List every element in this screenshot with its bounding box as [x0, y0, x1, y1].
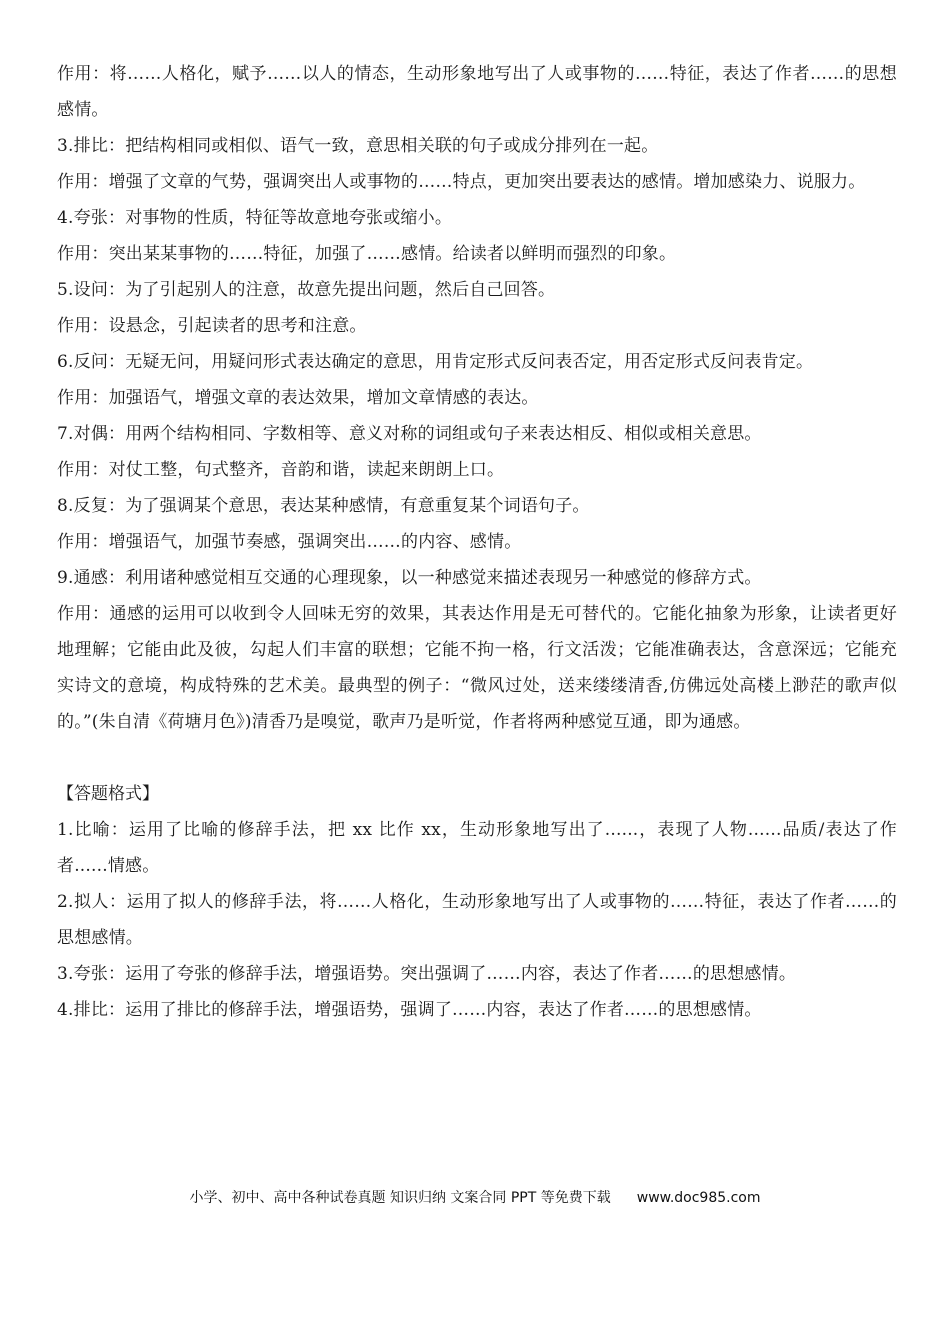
- paragraph: 7.对偶：用两个结构相同、字数相等、意义对称的词组或句子来表达相反、相似或相关意思。: [57, 424, 762, 444]
- answer-item: 1.比喻：运用了比喻的修辞手法，把 xx 比作 xx，生动形象地写出了......，表现了人物......品质/表达了作者......情感。: [57, 820, 897, 876]
- paragraph: 5.设问：为了引起别人的注意，故意先提出问题，然后自己回答。: [57, 280, 556, 300]
- answer-format-heading: 【答题格式】: [57, 784, 159, 804]
- answer-item: 2.拟人：运用了拟人的修辞手法，将……人格化，生动形象地写出了人或事物的……特征，表达了作者……的思想感情。: [57, 892, 897, 948]
- paragraph: 4.夸张：对事物的性质，特征等故意地夸张或缩小。: [57, 208, 453, 228]
- paragraph: 6.反问：无疑无问，用疑问形式表达确定的意思，用肯定形式反问表否定，用否定形式反问表肯定。: [57, 352, 814, 372]
- footer-text: 小学、初中、高中各种试卷真题 知识归纳 文案合同 PPT 等免费下载: [189, 1190, 611, 1206]
- document-body: [57, 56, 897, 1028]
- paragraph: 作用：对仗工整，句式整齐，音韵和谐，读起来朗朗上口。: [57, 460, 505, 480]
- section-gap: [57, 740, 897, 776]
- paragraph: 作用：将……人格化，赋予……以人的情态，生动形象地写出了人或事物的……特征，表达了作者……的思想感情。: [57, 64, 897, 120]
- paragraph: 作用：加强语气，增强文章的表达效果，增加文章情感的表达。: [57, 388, 539, 408]
- footer-site-link[interactable]: www.doc985.com: [636, 1190, 761, 1206]
- paragraph: 作用：突出某某事物的……特征，加强了……感情。给读者以鲜明而强烈的印象。: [57, 244, 677, 264]
- paragraph: 作用：通感的运用可以收到令人回味无穷的效果，其表达作用是无可替代的。它能化抽象为形象，让读者更好地理解；它能由此及彼，勾起人们丰富的联想；它能不拘一格，行文活泼；它能准确表达，含意深远；它能充实诗文的意境，构成特殊的艺术美。最典型的例子：“微风过处，送来缕缕清香,仿佛远处高楼上渺茫的歌声似的。”(朱自清《荷塘月色》)清香乃是嗅觉，歌声乃是听觉，作者将两种感觉互通，即为通感。: [57, 604, 897, 732]
- paragraph: 3.排比：把结构相同或相似、语气一致，意思相关联的句子或成分排列在一起。: [57, 136, 659, 156]
- paragraph: 8.反复：为了强调某个意思，表达某种感情，有意重复某个词语句子。: [57, 496, 590, 516]
- paragraph: 作用：增强了文章的气势，强调突出人或事物的……特点，更加突出要表达的感情。增加感染力、说服力。: [57, 172, 866, 192]
- answer-item: 3.夸张：运用了夸张的修辞手法，增强语势。突出强调了……内容，表达了作者……的思想感情。: [57, 964, 797, 984]
- paragraph: 作用：增强语气，加强节奏感，强调突出……的内容、感情。: [57, 532, 522, 552]
- paragraph: 9.通感：利用诸种感觉相互交通的心理现象，以一种感觉来描述表现另一种感觉的修辞方式。: [57, 568, 762, 588]
- paragraph: 作用：设悬念，引起读者的思考和注意。: [57, 316, 367, 336]
- page-footer: [0, 1186, 950, 1210]
- answer-item: 4.排比：运用了排比的修辞手法，增强语势，强调了……内容，表达了作者……的思想感情。: [57, 1000, 762, 1020]
